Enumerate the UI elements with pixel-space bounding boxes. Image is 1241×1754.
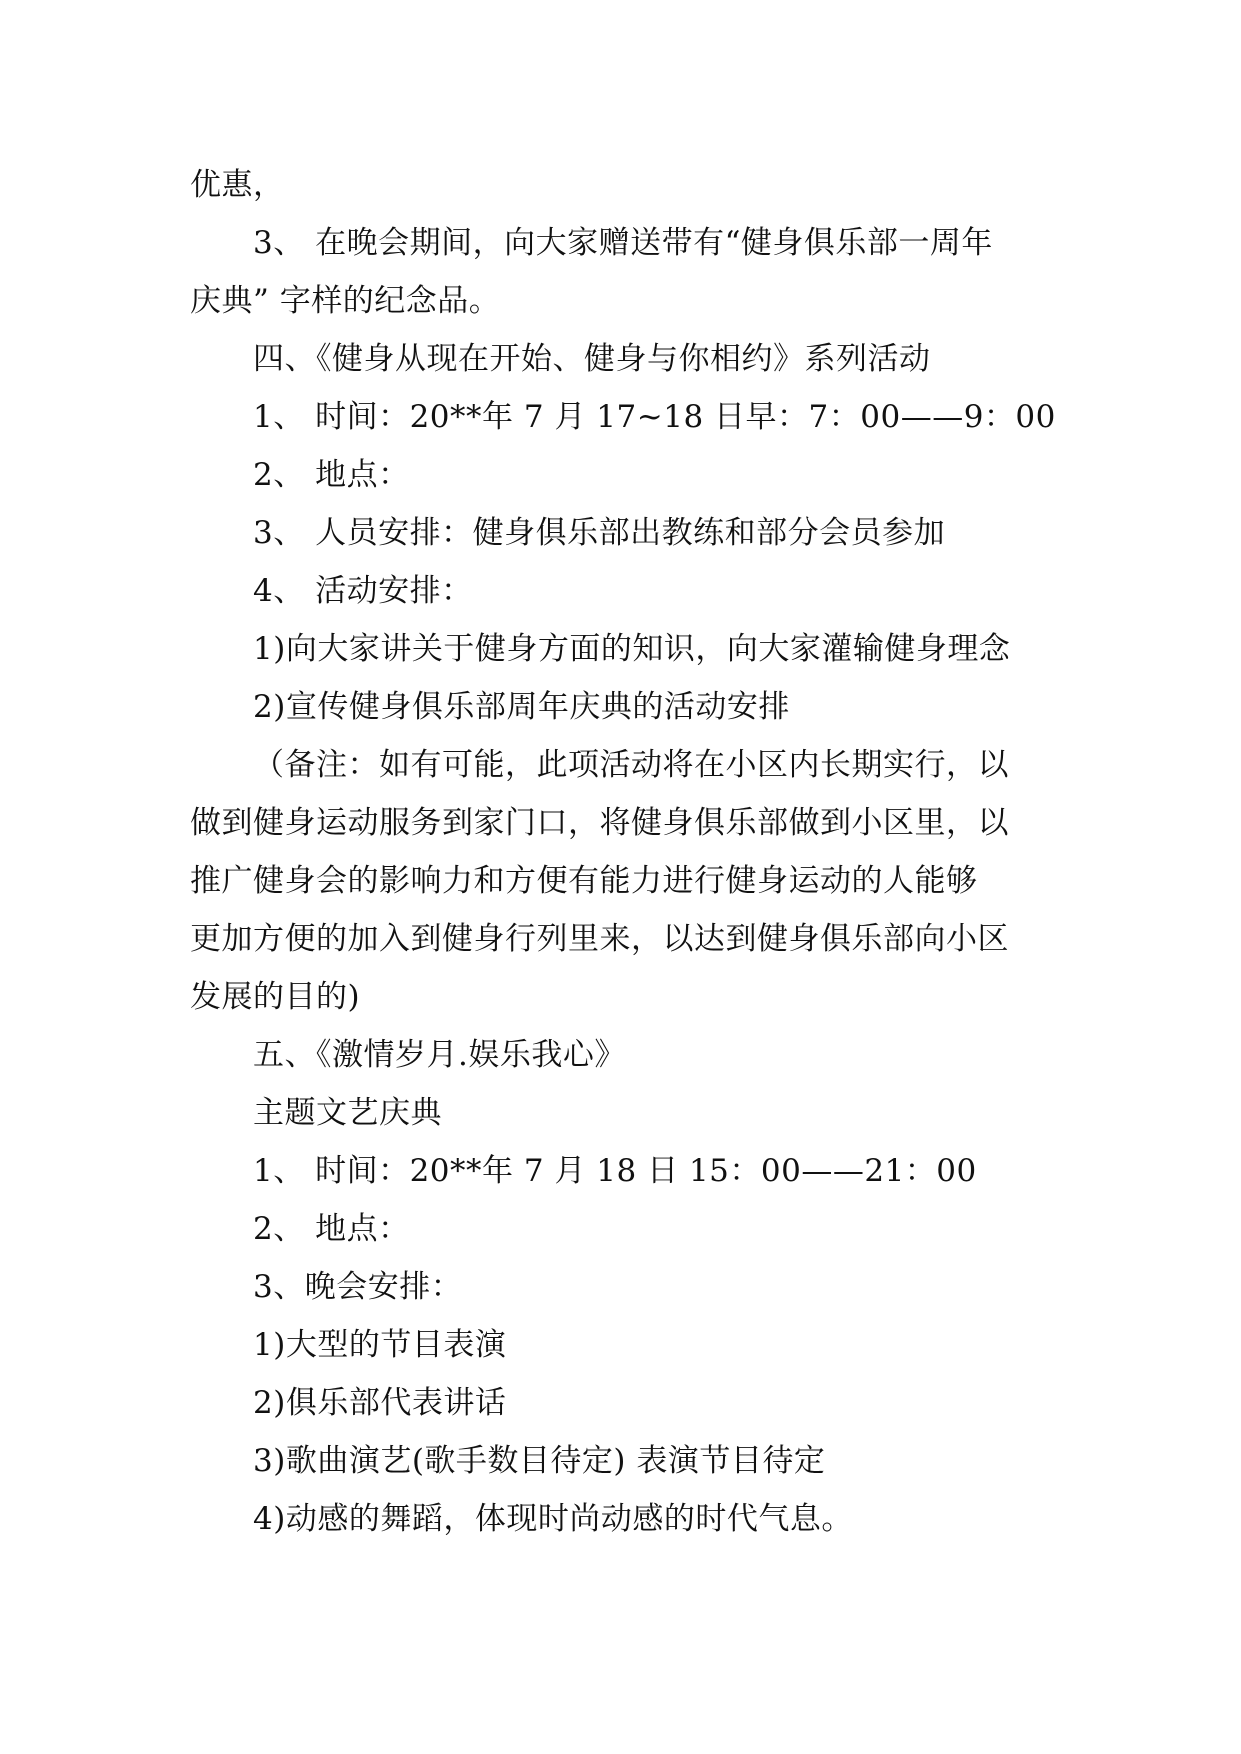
section-heading: 五、《激情岁月.娱乐我心》 bbox=[253, 1037, 626, 1073]
text-line: 推广健身会的影响力和方便有能力进行健身运动的人能够 bbox=[190, 863, 978, 899]
text-line: 2、 地点： bbox=[253, 1211, 410, 1247]
text-line: 庆典” 字样的纪念品。 bbox=[190, 283, 501, 319]
text-line: 4)动感的舞蹈，体现时尚动感的时代气息。 bbox=[253, 1501, 853, 1537]
section-heading: 四、《健身从现在开始、健身与你相约》系列活动 bbox=[253, 341, 931, 377]
text-line: 发展的目的) bbox=[190, 979, 361, 1015]
text-line: 3、 在晚会期间，向大家赠送带有“健身俱乐部一周年 bbox=[253, 225, 993, 261]
text-line: 更加方便的加入到健身行列里来，以达到健身俱乐部向小区 bbox=[190, 921, 1009, 957]
text-line: 做到健身运动服务到家门口，将健身俱乐部做到小区里，以 bbox=[190, 805, 1009, 841]
text-line: 3)歌曲演艺(歌手数目待定) 表演节目待定 bbox=[253, 1443, 826, 1479]
text-line: 优惠， bbox=[190, 167, 285, 203]
text-line: 2)宣传健身俱乐部周年庆典的活动安排 bbox=[253, 689, 790, 725]
text-line: 1)向大家讲关于健身方面的知识，向大家灌输健身理念 bbox=[253, 631, 1011, 667]
text-line: 3、 人员安排：健身俱乐部出教练和部分会员参加 bbox=[253, 515, 946, 551]
text-line: 1、 时间：20**年 7 月 17~18 日早：7：00——9：00 bbox=[253, 399, 1056, 435]
text-line: 3、晚会安排： bbox=[253, 1269, 463, 1305]
text-line: 2、 地点： bbox=[253, 457, 410, 493]
text-line: 主题文艺庆典 bbox=[253, 1095, 442, 1131]
text-line: （备注：如有可能，此项活动将在小区内长期实行，以 bbox=[253, 747, 1009, 783]
text-line: 1、 时间：20**年 7 月 18 日 15：00——21：00 bbox=[253, 1153, 977, 1189]
text-line: 2)俱乐部代表讲话 bbox=[253, 1385, 507, 1421]
text-line: 4、 活动安排： bbox=[253, 573, 473, 609]
text-line: 1)大型的节目表演 bbox=[253, 1327, 507, 1363]
